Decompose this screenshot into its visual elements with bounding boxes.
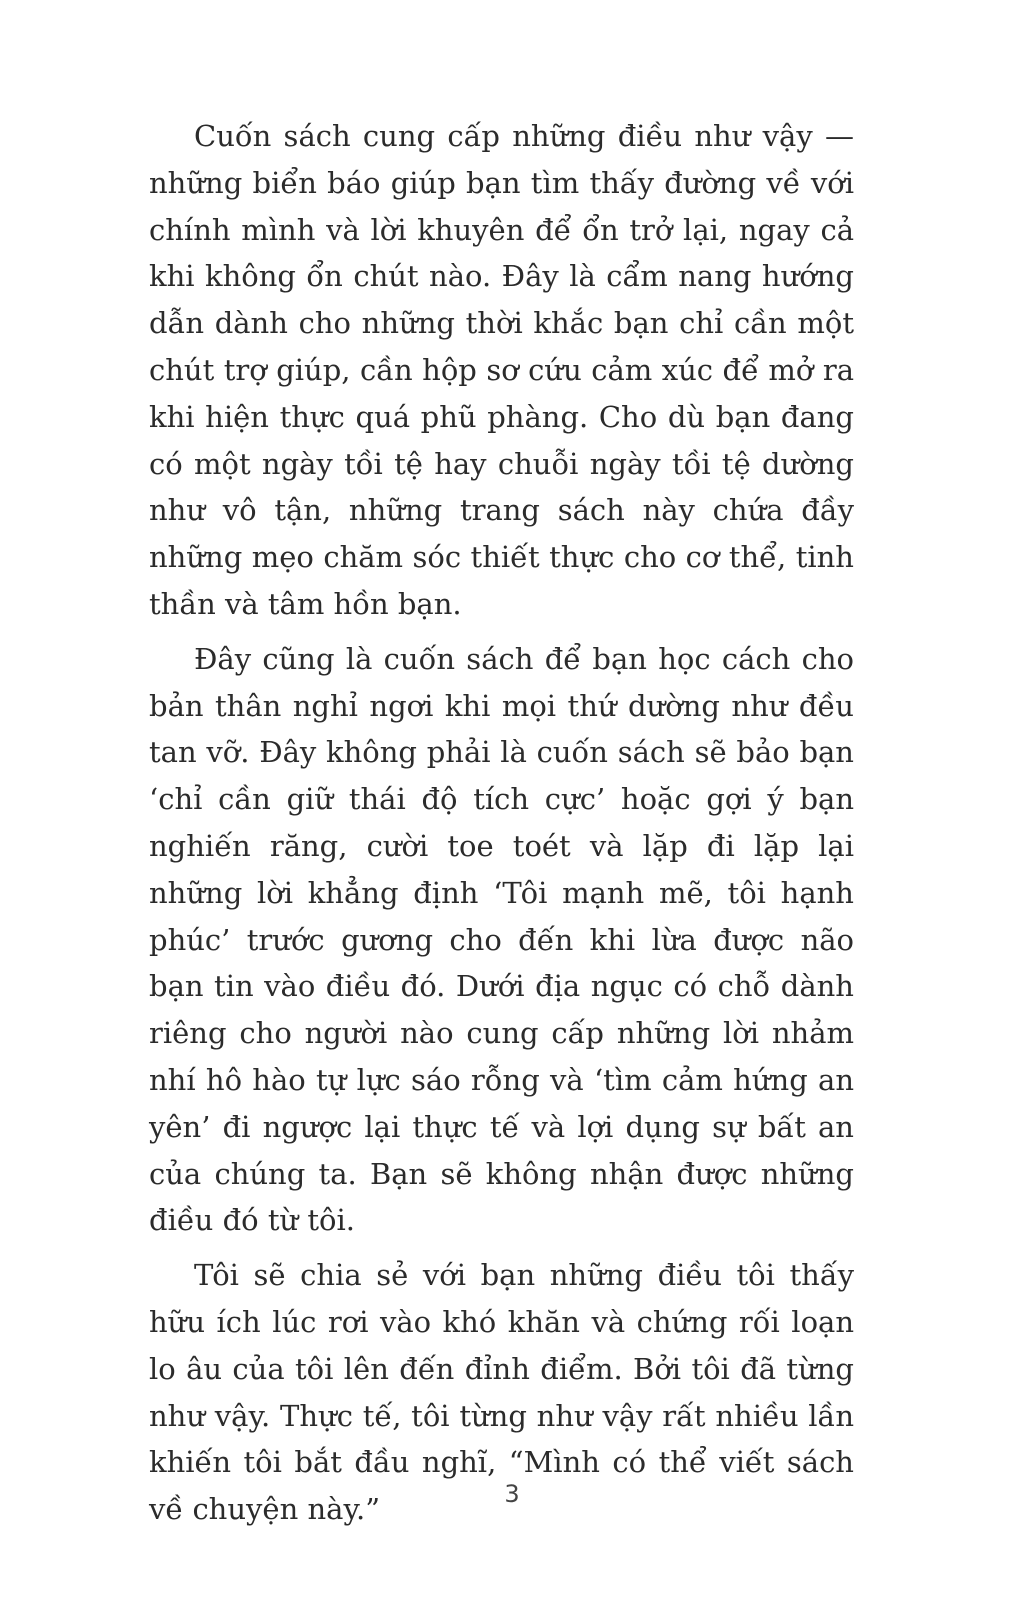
paragraph-3: Tôi sẽ chia sẻ với bạn những điều tôi thấy hữu ích lúc rơi vào khó khăn và chứng rối loạn lo âu của tôi lên đến đỉnh điểm. Bởi tôi đã từng như vậy. Thực tế, tôi từng như vậy rất nhiều lần khiến tôi bắt đầu nghĩ, “Mình có thể viết sách về chuyện này.” — [149, 1258, 854, 1527]
paragraph-1: Cuốn sách cung cấp những điều như vậy — những biển báo giúp bạn tìm thấy đường về với chính mình và lời khuyên để ổn trở lại, ngay cả khi không ổn chút nào. Đây là cẩm nang hướng dẫn dành cho những thời khắc bạn chỉ cần một chút trợ giúp, cần hộp sơ cứu cảm xúc để mở ra khi hiện thực quá phũ phàng. Cho dù bạn đang có một ngày tồi tệ hay chuỗi ngày tồi tệ dường như vô tận, những trang sách này chứa đầy những mẹo chăm sóc thiết thực cho cơ thể, tinh thần và tâm hồn bạn. — [149, 119, 854, 621]
page-number: 3 — [504, 1480, 520, 1508]
paragraph-2: Đây cũng là cuốn sách để bạn học cách cho bản thân nghỉ ngơi khi mọi thứ dường như đều tan vỡ. Đây không phải là cuốn sách sẽ bảo bạn ‘chỉ cần giữ thái độ tích cực’ hoặc gợi ý bạn nghiến răng, cười toe toét và lặp đi lặp lại những lời khẳng định ‘Tôi mạnh mẽ, tôi hạnh phúc’ trước gương cho đến khi lừa được não bạn tin vào điều đó. Dưới địa ngục có chỗ dành riêng cho người nào cung cấp những lời nhảm nhí hô hào tự lực sáo rỗng và ‘tìm cảm hứng an yên’ đi ngược lại thực tế và lợi dụng sự bất an của chúng ta. Bạn sẽ không nhận được những điều đó từ tôi. — [149, 641, 854, 1238]
body-text — [149, 113, 854, 1541]
